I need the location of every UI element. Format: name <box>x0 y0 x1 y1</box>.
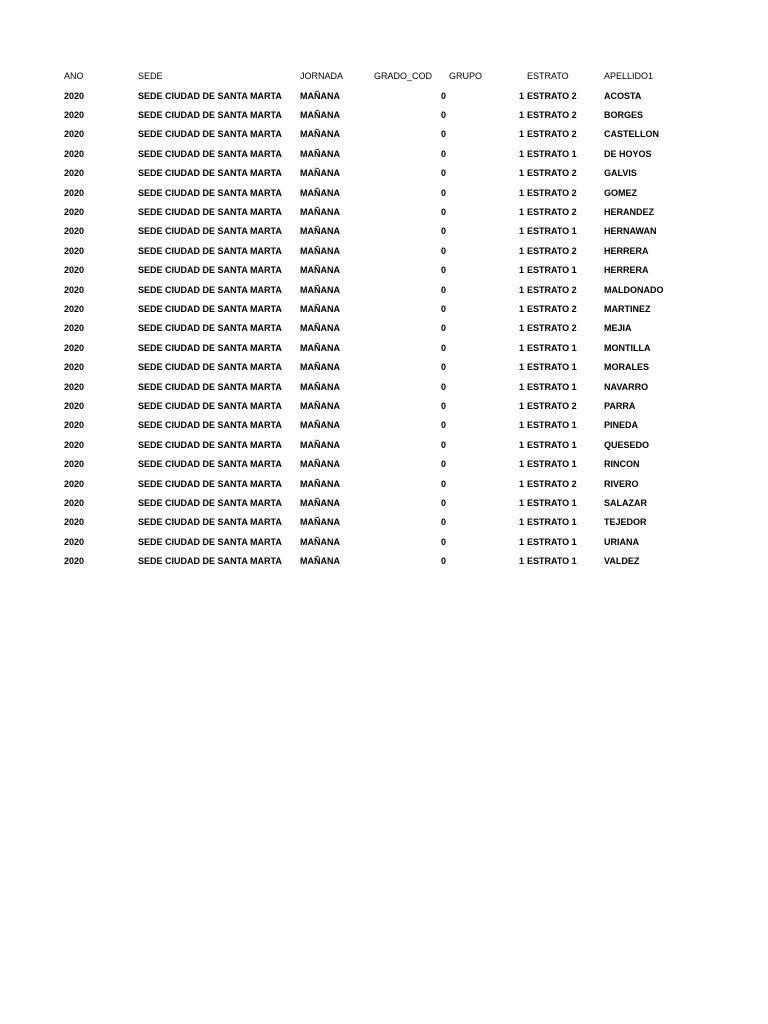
cell-estrato: ESTRATO 1 <box>527 459 577 470</box>
cell-jornada: MAÑANA <box>300 187 340 198</box>
table-row <box>0 300 768 319</box>
cell-apellido1: SALAZAR <box>604 497 647 508</box>
cell-apellido1: DE HOYOS <box>604 148 652 159</box>
cell-jornada: MAÑANA <box>300 342 340 353</box>
cell-grupo: 1 <box>518 206 524 217</box>
cell-estrato: ESTRATO 2 <box>527 478 577 489</box>
cell-jornada: MAÑANA <box>300 536 340 547</box>
cell-grupo: 1 <box>518 129 524 140</box>
cell-estrato: ESTRATO 2 <box>527 400 577 411</box>
cell-estrato: ESTRATO 1 <box>527 362 577 373</box>
table-row <box>0 397 768 416</box>
header-grupo: GRUPO <box>449 71 483 81</box>
cell-grupo: 1 <box>518 420 524 431</box>
cell-apellido1: MARTINEZ <box>604 303 651 314</box>
cell-sede: SEDE CIUDAD DE SANTA MARTA <box>138 478 282 489</box>
cell-apellido1: QUESEDO <box>604 439 650 450</box>
cell-apellido1: GOMEZ <box>604 187 637 198</box>
cell-apellido1: HERNAWAN <box>604 226 657 237</box>
table-row <box>0 261 768 280</box>
cell-sede: SEDE CIUDAD DE SANTA MARTA <box>138 148 282 159</box>
cell-grupo: 1 <box>518 478 524 489</box>
cell-jornada: MAÑANA <box>300 497 340 508</box>
cell-ano: 2020 <box>64 148 85 159</box>
cell-apellido1: HERRERA <box>604 265 649 276</box>
cell-ano: 2020 <box>64 226 85 237</box>
cell-ano: 2020 <box>64 284 85 295</box>
header-estrato: ESTRATO <box>527 71 569 81</box>
cell-grado-cod: 0 <box>440 497 446 508</box>
cell-ano: 2020 <box>64 168 85 179</box>
cell-apellido1: MORALES <box>604 362 649 373</box>
table-row <box>0 87 768 106</box>
cell-grupo: 1 <box>518 459 524 470</box>
table-row <box>0 533 768 552</box>
cell-estrato: ESTRATO 1 <box>527 536 577 547</box>
cell-grado-cod: 0 <box>440 342 446 353</box>
cell-grado-cod: 0 <box>440 556 446 567</box>
table-row <box>0 475 768 494</box>
cell-grado-cod: 0 <box>440 245 446 256</box>
cell-ano: 2020 <box>64 362 85 373</box>
cell-grado-cod: 0 <box>440 536 446 547</box>
cell-grado-cod: 0 <box>440 148 446 159</box>
cell-sede: SEDE CIUDAD DE SANTA MARTA <box>138 226 282 237</box>
cell-apellido1: ACOSTA <box>604 90 642 101</box>
cell-sede: SEDE CIUDAD DE SANTA MARTA <box>138 168 282 179</box>
cell-jornada: MAÑANA <box>300 517 340 528</box>
cell-grado-cod: 0 <box>440 400 446 411</box>
cell-sede: SEDE CIUDAD DE SANTA MARTA <box>138 517 282 528</box>
cell-jornada: MAÑANA <box>300 381 340 392</box>
cell-jornada: MAÑANA <box>300 362 340 373</box>
table-row <box>0 106 768 125</box>
cell-grado-cod: 0 <box>440 90 446 101</box>
cell-apellido1: VALDEZ <box>604 556 640 567</box>
cell-ano: 2020 <box>64 400 85 411</box>
cell-apellido1: TEJEDOR <box>604 517 647 528</box>
cell-ano: 2020 <box>64 109 85 120</box>
cell-ano: 2020 <box>64 517 85 528</box>
cell-jornada: MAÑANA <box>300 556 340 567</box>
cell-grado-cod: 0 <box>440 323 446 334</box>
cell-grupo: 1 <box>518 536 524 547</box>
cell-sede: SEDE CIUDAD DE SANTA MARTA <box>138 439 282 450</box>
cell-estrato: ESTRATO 2 <box>527 284 577 295</box>
table-row <box>0 164 768 183</box>
cell-apellido1: MEJIA <box>604 323 632 334</box>
cell-estrato: ESTRATO 1 <box>527 148 577 159</box>
cell-estrato: ESTRATO 2 <box>527 206 577 217</box>
cell-ano: 2020 <box>64 129 85 140</box>
cell-ano: 2020 <box>64 187 85 198</box>
cell-estrato: ESTRATO 1 <box>527 517 577 528</box>
table-row <box>0 378 768 397</box>
cell-grupo: 1 <box>518 342 524 353</box>
cell-apellido1: MALDONADO <box>604 284 664 295</box>
cell-jornada: MAÑANA <box>300 303 340 314</box>
cell-estrato: ESTRATO 2 <box>527 129 577 140</box>
cell-sede: SEDE CIUDAD DE SANTA MARTA <box>138 109 282 120</box>
cell-ano: 2020 <box>64 265 85 276</box>
cell-grado-cod: 0 <box>440 109 446 120</box>
cell-sede: SEDE CIUDAD DE SANTA MARTA <box>138 362 282 373</box>
cell-estrato: ESTRATO 1 <box>527 497 577 508</box>
cell-sede: SEDE CIUDAD DE SANTA MARTA <box>138 206 282 217</box>
cell-sede: SEDE CIUDAD DE SANTA MARTA <box>138 536 282 547</box>
cell-jornada: MAÑANA <box>300 168 340 179</box>
table-row <box>0 281 768 300</box>
cell-jornada: MAÑANA <box>300 284 340 295</box>
cell-ano: 2020 <box>64 206 85 217</box>
cell-ano: 2020 <box>64 536 85 547</box>
cell-grupo: 1 <box>518 400 524 411</box>
cell-grado-cod: 0 <box>440 187 446 198</box>
cell-ano: 2020 <box>64 420 85 431</box>
cell-jornada: MAÑANA <box>300 90 340 101</box>
cell-estrato: ESTRATO 2 <box>527 303 577 314</box>
cell-sede: SEDE CIUDAD DE SANTA MARTA <box>138 497 282 508</box>
cell-ano: 2020 <box>64 303 85 314</box>
cell-jornada: MAÑANA <box>300 226 340 237</box>
cell-grado-cod: 0 <box>440 265 446 276</box>
cell-sede: SEDE CIUDAD DE SANTA MARTA <box>138 381 282 392</box>
cell-jornada: MAÑANA <box>300 265 340 276</box>
cell-grado-cod: 0 <box>440 478 446 489</box>
cell-grado-cod: 0 <box>440 168 446 179</box>
header-grado-cod: GRADO_COD <box>374 71 433 81</box>
cell-jornada: MAÑANA <box>300 439 340 450</box>
cell-apellido1: RINCON <box>604 459 640 470</box>
cell-estrato: ESTRATO 1 <box>527 265 577 276</box>
cell-jornada: MAÑANA <box>300 245 340 256</box>
cell-estrato: ESTRATO 2 <box>527 109 577 120</box>
cell-estrato: ESTRATO 2 <box>527 323 577 334</box>
cell-sede: SEDE CIUDAD DE SANTA MARTA <box>138 90 282 101</box>
cell-grupo: 1 <box>518 556 524 567</box>
cell-grado-cod: 0 <box>440 226 446 237</box>
cell-estrato: ESTRATO 1 <box>527 381 577 392</box>
cell-ano: 2020 <box>64 478 85 489</box>
cell-grupo: 1 <box>518 245 524 256</box>
table-row <box>0 145 768 164</box>
cell-estrato: ESTRATO 2 <box>527 90 577 101</box>
table-row <box>0 319 768 338</box>
cell-sede: SEDE CIUDAD DE SANTA MARTA <box>138 265 282 276</box>
cell-estrato: ESTRATO 1 <box>527 342 577 353</box>
cell-jornada: MAÑANA <box>300 148 340 159</box>
cell-apellido1: PARRA <box>604 400 636 411</box>
cell-ano: 2020 <box>64 323 85 334</box>
cell-jornada: MAÑANA <box>300 206 340 217</box>
cell-grupo: 1 <box>518 381 524 392</box>
cell-grupo: 1 <box>518 109 524 120</box>
table-row <box>0 203 768 222</box>
cell-apellido1: GALVIS <box>604 168 637 179</box>
cell-jornada: MAÑANA <box>300 129 340 140</box>
cell-estrato: ESTRATO 1 <box>527 439 577 450</box>
header-ano: ANO <box>64 71 84 81</box>
cell-estrato: ESTRATO 1 <box>527 420 577 431</box>
table-row <box>0 513 768 532</box>
cell-estrato: ESTRATO 2 <box>527 168 577 179</box>
cell-ano: 2020 <box>64 381 85 392</box>
cell-sede: SEDE CIUDAD DE SANTA MARTA <box>138 303 282 314</box>
cell-grado-cod: 0 <box>440 206 446 217</box>
cell-grado-cod: 0 <box>440 284 446 295</box>
cell-estrato: ESTRATO 1 <box>527 556 577 567</box>
cell-grupo: 1 <box>518 148 524 159</box>
cell-sede: SEDE CIUDAD DE SANTA MARTA <box>138 129 282 140</box>
header-sede: SEDE <box>138 71 163 81</box>
cell-grado-cod: 0 <box>440 129 446 140</box>
cell-grupo: 1 <box>518 284 524 295</box>
cell-sede: SEDE CIUDAD DE SANTA MARTA <box>138 459 282 470</box>
cell-estrato: ESTRATO 1 <box>527 226 577 237</box>
cell-grupo: 1 <box>518 303 524 314</box>
cell-jornada: MAÑANA <box>300 400 340 411</box>
cell-apellido1: RIVERO <box>604 478 639 489</box>
cell-ano: 2020 <box>64 90 85 101</box>
cell-sede: SEDE CIUDAD DE SANTA MARTA <box>138 556 282 567</box>
cell-ano: 2020 <box>64 439 85 450</box>
cell-grupo: 1 <box>518 168 524 179</box>
cell-ano: 2020 <box>64 245 85 256</box>
cell-apellido1: MONTILLA <box>604 342 651 353</box>
cell-sede: SEDE CIUDAD DE SANTA MARTA <box>138 420 282 431</box>
table-row <box>0 184 768 203</box>
cell-sede: SEDE CIUDAD DE SANTA MARTA <box>138 187 282 198</box>
cell-grado-cod: 0 <box>440 362 446 373</box>
cell-jornada: MAÑANA <box>300 323 340 334</box>
cell-ano: 2020 <box>64 342 85 353</box>
cell-jornada: MAÑANA <box>300 109 340 120</box>
cell-grupo: 1 <box>518 226 524 237</box>
table-row <box>0 242 768 261</box>
table-row <box>0 222 768 241</box>
cell-sede: SEDE CIUDAD DE SANTA MARTA <box>138 400 282 411</box>
table-row <box>0 552 768 571</box>
cell-grupo: 1 <box>518 323 524 334</box>
cell-apellido1: URIANA <box>604 536 639 547</box>
cell-apellido1: CASTELLON <box>604 129 659 140</box>
cell-sede: SEDE CIUDAD DE SANTA MARTA <box>138 323 282 334</box>
cell-grado-cod: 0 <box>440 303 446 314</box>
cell-estrato: ESTRATO 2 <box>527 187 577 198</box>
cell-grupo: 1 <box>518 497 524 508</box>
cell-apellido1: HERRERA <box>604 245 649 256</box>
cell-apellido1: HERANDEZ <box>604 206 655 217</box>
header-row <box>0 67 768 86</box>
table-row <box>0 125 768 144</box>
cell-grado-cod: 0 <box>440 439 446 450</box>
cell-grado-cod: 0 <box>440 420 446 431</box>
cell-ano: 2020 <box>64 497 85 508</box>
header-apellido1: APELLIDO1 <box>604 71 654 81</box>
cell-grupo: 1 <box>518 265 524 276</box>
cell-grupo: 1 <box>518 90 524 101</box>
table-row <box>0 455 768 474</box>
table-row <box>0 358 768 377</box>
cell-grupo: 1 <box>518 362 524 373</box>
cell-sede: SEDE CIUDAD DE SANTA MARTA <box>138 284 282 295</box>
table-row <box>0 494 768 513</box>
cell-jornada: MAÑANA <box>300 420 340 431</box>
cell-apellido1: NAVARRO <box>604 381 649 392</box>
cell-jornada: MAÑANA <box>300 478 340 489</box>
cell-ano: 2020 <box>64 459 85 470</box>
cell-grupo: 1 <box>518 517 524 528</box>
table-row <box>0 416 768 435</box>
table-row <box>0 436 768 455</box>
cell-ano: 2020 <box>64 556 85 567</box>
header-jornada: JORNADA <box>300 71 344 81</box>
cell-grupo: 1 <box>518 439 524 450</box>
cell-sede: SEDE CIUDAD DE SANTA MARTA <box>138 342 282 353</box>
cell-apellido1: BORGES <box>604 109 644 120</box>
cell-grado-cod: 0 <box>440 381 446 392</box>
cell-apellido1: PINEDA <box>604 420 639 431</box>
cell-grado-cod: 0 <box>440 517 446 528</box>
cell-estrato: ESTRATO 2 <box>527 245 577 256</box>
table-row <box>0 339 768 358</box>
cell-grupo: 1 <box>518 187 524 198</box>
cell-jornada: MAÑANA <box>300 459 340 470</box>
cell-sede: SEDE CIUDAD DE SANTA MARTA <box>138 245 282 256</box>
cell-grado-cod: 0 <box>440 459 446 470</box>
